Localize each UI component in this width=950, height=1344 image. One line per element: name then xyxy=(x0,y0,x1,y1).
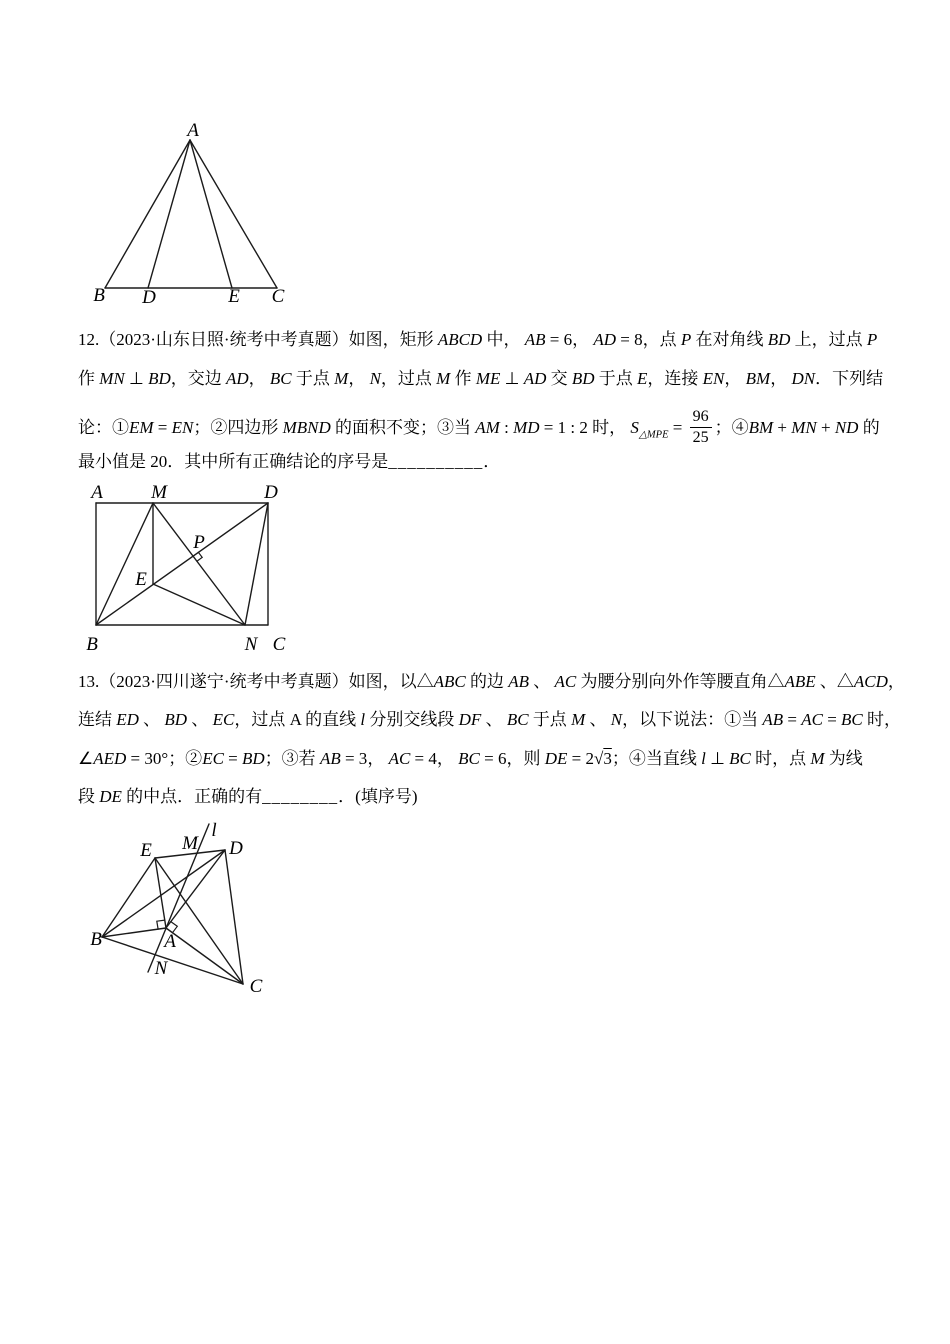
math-text: BC xyxy=(506,710,529,729)
text: 的直线 xyxy=(300,710,361,729)
text: + xyxy=(773,417,792,437)
math-text: EC xyxy=(212,710,235,729)
text: 、 xyxy=(138,710,165,729)
math-text: DF xyxy=(458,710,482,729)
math-text: AD xyxy=(225,369,249,388)
fig2-label-b: B xyxy=(86,634,98,655)
text: A xyxy=(289,710,301,729)
text: ， xyxy=(887,672,905,691)
text: 于点 xyxy=(528,710,572,729)
text: ；④当直线 xyxy=(611,749,702,768)
text: 13.（2023·四川遂宁·统考中考真题）如图，以△ xyxy=(78,672,434,691)
fig2-label-m: M xyxy=(151,482,167,503)
text: ⊥ xyxy=(500,369,524,388)
math-text: AB xyxy=(524,330,546,349)
math-text: MN xyxy=(99,369,125,388)
text: 于点 xyxy=(594,369,638,388)
text: ，点 xyxy=(642,330,681,349)
math-text: BD xyxy=(571,369,595,388)
text: ， xyxy=(436,749,459,768)
text: = xyxy=(223,749,243,768)
text: = 3 xyxy=(340,749,368,768)
math-text: AB xyxy=(319,749,341,768)
text: ，则 xyxy=(506,749,545,768)
math-text: ME xyxy=(475,369,501,388)
fig1-cevian-ad xyxy=(148,140,190,288)
math-text: BD xyxy=(242,749,265,768)
text: = xyxy=(668,417,687,437)
text: 在对角线 xyxy=(691,330,768,349)
math-text: ABE xyxy=(784,672,816,691)
fig3-segment-bd xyxy=(102,850,225,937)
text: 段 xyxy=(78,787,100,806)
q12-line-4 xyxy=(78,450,500,474)
fig3-segments xyxy=(102,824,243,984)
fig3-label-d: D xyxy=(229,838,243,859)
fig3-segment-ac xyxy=(166,928,243,984)
math-text: M xyxy=(571,710,586,729)
math-text: BD xyxy=(767,330,791,349)
answer-blank: __________ xyxy=(388,452,484,471)
math-text: ABC xyxy=(433,672,466,691)
fig3-label-c: C xyxy=(249,976,263,997)
text: = 6 xyxy=(479,749,507,768)
math-text: l xyxy=(701,749,706,768)
text: ． xyxy=(483,452,501,471)
math-text: AB xyxy=(508,672,529,691)
math-text: BC xyxy=(269,369,292,388)
text: 最小值是 20．其中所有正确结论的序号是 xyxy=(78,452,389,471)
text: 、 xyxy=(528,672,555,691)
math-text: AB xyxy=(762,710,784,729)
fig1-label-a: A xyxy=(187,120,199,141)
fig2-segment-bm xyxy=(96,503,153,625)
math-text: M xyxy=(436,369,451,388)
math-text: BD xyxy=(164,710,188,729)
text: + xyxy=(816,417,835,437)
fig1-label-e: E xyxy=(228,286,240,307)
text: = 2 xyxy=(567,749,594,768)
fig2-diagonal-bd xyxy=(96,503,268,625)
text: ⊥ xyxy=(124,369,149,388)
text: 、△ xyxy=(815,672,854,691)
math-text: EC xyxy=(202,749,224,768)
math-text: N xyxy=(369,369,381,388)
math-text: ACD xyxy=(853,672,888,691)
fig3-label-b: B xyxy=(90,929,102,950)
math-text: BC xyxy=(841,710,863,729)
fig2-label-p: P xyxy=(193,532,205,553)
math-text: ED xyxy=(116,710,139,729)
fig2-segments xyxy=(96,503,268,625)
figure-rectangle-abcd xyxy=(75,480,305,660)
fig1-side-ab xyxy=(105,140,190,288)
fig3-segment-ec xyxy=(155,858,243,984)
text: 的 xyxy=(858,417,880,437)
math-text: l xyxy=(360,710,366,729)
text: ∠ xyxy=(78,749,94,768)
math-text: AD xyxy=(593,330,617,349)
math-text: MD xyxy=(513,417,540,437)
text: ， xyxy=(367,749,389,768)
text: ，过点 xyxy=(234,710,290,729)
text: = 1 : 2 xyxy=(539,417,588,437)
math-text: AM xyxy=(475,417,500,437)
fig2-label-n: N xyxy=(244,634,258,655)
math-text: ND xyxy=(834,417,859,437)
fig3-label-l: l xyxy=(211,820,217,841)
q12-line-2 xyxy=(78,367,883,391)
math-text: MN xyxy=(791,417,817,437)
fig2-label-a: A xyxy=(91,482,103,503)
fig3-segment-dc xyxy=(225,850,243,984)
text: ， xyxy=(348,369,370,388)
subscripted-symbol: $S_{\triangle MPE}$ xyxy=(630,417,669,441)
text: 时，点 xyxy=(750,749,811,768)
text: 分别交线段 xyxy=(365,710,459,729)
text: 、 xyxy=(187,710,213,729)
math-text: BD xyxy=(148,369,171,388)
figure-triangle-abc xyxy=(58,112,303,317)
math-text: AC xyxy=(801,710,823,729)
fig3-label-e: E xyxy=(140,840,152,861)
text: 作 xyxy=(450,369,476,388)
text: ；③若 xyxy=(264,749,320,768)
fig1-label-b: B xyxy=(93,285,105,306)
square-root: √3 xyxy=(593,749,612,768)
math-text: ABCD xyxy=(437,330,483,349)
q13-line-2 xyxy=(78,708,901,732)
text: 的中点．正确的有 xyxy=(121,787,263,806)
text: 于点 xyxy=(291,369,335,388)
q12-line-3 xyxy=(78,409,880,449)
text: ，过点 xyxy=(380,369,437,388)
math-text: DE xyxy=(99,787,122,806)
text: 论：① xyxy=(78,417,129,437)
text: ，交边 xyxy=(170,369,226,388)
fig3-segment-eb xyxy=(102,858,155,937)
text: ， xyxy=(248,369,270,388)
fig2-label-d: D xyxy=(264,482,278,503)
math-text: BM xyxy=(745,369,771,388)
answer-blank: ________ xyxy=(262,787,339,806)
text: 作 xyxy=(78,369,100,388)
math-text: BM xyxy=(748,417,774,437)
math-text: AC xyxy=(554,672,577,691)
fig2-segment-dn xyxy=(245,503,268,625)
fig1-side-ac xyxy=(190,140,277,288)
text: : xyxy=(499,417,514,437)
q12-line-1 xyxy=(78,328,877,352)
text: ；②四边形 xyxy=(193,417,283,437)
text: = xyxy=(153,417,172,437)
text: = xyxy=(783,710,802,729)
math-text: AED xyxy=(93,749,127,768)
fig1-cevian-ae xyxy=(190,140,232,288)
math-text: BC xyxy=(729,749,751,768)
math-text: BC xyxy=(458,749,480,768)
text: 为腰分别向外作等腰直角△ xyxy=(576,672,785,691)
fig1-label-d: D xyxy=(142,287,156,308)
text: ，以下说法：①当 xyxy=(622,710,763,729)
fig3-label-m: M xyxy=(182,833,198,854)
text: ．(填序号) xyxy=(338,787,418,806)
text: 交 xyxy=(546,369,572,388)
fig2-segment-en xyxy=(153,584,245,625)
text: ， xyxy=(770,369,792,388)
math-text: MBND xyxy=(282,417,331,437)
q13-line-4 xyxy=(78,785,418,809)
fig1-segments xyxy=(105,140,277,288)
q13-line-3 xyxy=(78,747,863,771)
text: = xyxy=(822,710,842,729)
text: ，连接 xyxy=(647,369,703,388)
fig3-segment-ab xyxy=(102,928,166,937)
text: 的面积不变；③当 xyxy=(330,417,476,437)
text: ， xyxy=(724,369,746,388)
text: = 4 xyxy=(410,749,437,768)
math-text: EM xyxy=(129,417,154,437)
text: ；④ xyxy=(714,417,749,437)
math-text: N xyxy=(610,710,623,729)
math-text: EN xyxy=(702,369,725,388)
text: 时， xyxy=(862,710,902,729)
text: = 6 xyxy=(545,330,573,349)
text: 连结 xyxy=(78,710,117,729)
math-text: DE xyxy=(544,749,568,768)
text: 中， xyxy=(482,330,525,349)
text: = 8 xyxy=(616,330,643,349)
math-text: AC xyxy=(388,749,411,768)
math-text: E xyxy=(637,369,648,388)
math-text: M xyxy=(810,749,825,768)
text: ．下列结 xyxy=(815,369,884,388)
fig2-segment-mn xyxy=(153,503,245,625)
figure-construction-abe-acd xyxy=(80,812,285,1012)
math-text: DN xyxy=(791,369,816,388)
math-text: P xyxy=(680,330,692,349)
math-text: M xyxy=(334,369,349,388)
text: ⊥ xyxy=(705,749,730,768)
q13-line-1 xyxy=(78,670,905,694)
fig3-label-n: N xyxy=(154,958,168,979)
text: 、 xyxy=(481,710,507,729)
math-text: AD xyxy=(523,369,547,388)
fig2-label-e: E xyxy=(135,569,147,590)
text: = 30° xyxy=(126,749,169,768)
text: 12.（2023·山东日照·统考中考真题）如图，矩形 xyxy=(78,330,438,349)
fraction: $\frac{96}{25}$ xyxy=(690,408,712,448)
text: ， xyxy=(572,330,594,349)
text: 时， xyxy=(587,417,631,437)
fig1-label-c: C xyxy=(271,286,285,307)
text: ；② xyxy=(168,749,203,768)
text: 为线 xyxy=(824,749,863,768)
math-text: P xyxy=(866,330,878,349)
text: 、 xyxy=(585,710,611,729)
math-text: EN xyxy=(171,417,194,437)
fig3-label-a: A xyxy=(164,931,176,952)
text: 上，过点 xyxy=(790,330,867,349)
fig2-label-c: C xyxy=(272,634,286,655)
text: 的边 xyxy=(465,672,509,691)
